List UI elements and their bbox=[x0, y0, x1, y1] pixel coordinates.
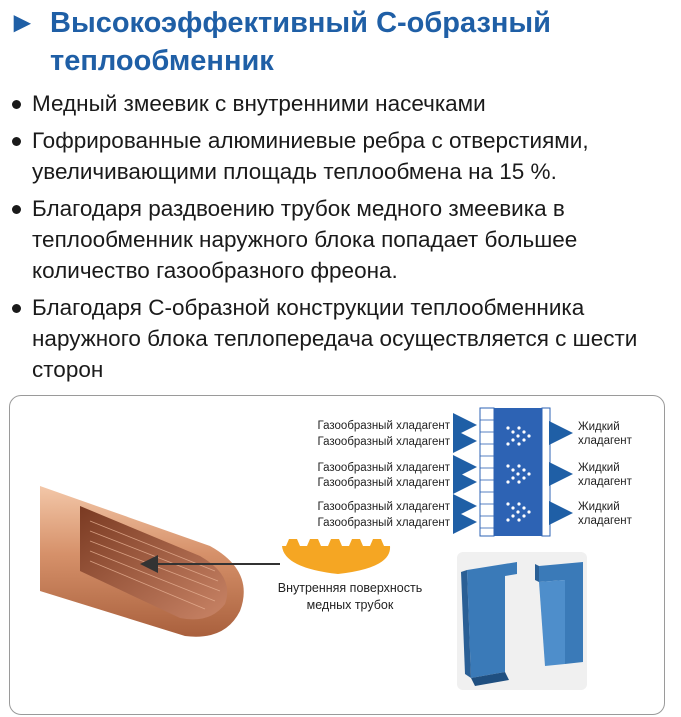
groove-profile-icon bbox=[282, 539, 390, 574]
copper-tube-image bbox=[40, 486, 244, 637]
outlet-label: Жидкий bbox=[578, 462, 620, 474]
outlet-arrows bbox=[552, 433, 570, 513]
list-item: Благодаря С-образной конструкции теплообменника наружного блока теплопередача осуществляется с шести сторон bbox=[8, 292, 673, 385]
inlet-label: Газообразный хладагент bbox=[317, 501, 450, 513]
aluminum-fins-image bbox=[457, 552, 587, 690]
tube-caption: Внутренняя поверхность медных трубок bbox=[277, 581, 423, 612]
inlet-label: Газообразный хладагент bbox=[317, 517, 450, 529]
inlet-label: Газообразный хладагент bbox=[317, 462, 450, 474]
title-line-2: теплообменник bbox=[50, 45, 274, 77]
bullet-dot-icon bbox=[12, 100, 21, 109]
list-item: Благодаря раздвоению трубок медного змеевика в теплообменник наружного блока попадает большее количество газообразного фреона. bbox=[8, 193, 673, 286]
outlet-label: хладагент bbox=[578, 476, 632, 488]
outlet-label: Жидкий bbox=[578, 501, 620, 513]
title-line-1: Высокоэффективный С-образный bbox=[50, 7, 552, 39]
bullet-dot-icon bbox=[12, 304, 21, 313]
list-item: Медный змеевик с внутренними насечками bbox=[8, 88, 673, 119]
inlet-arrows bbox=[454, 425, 474, 522]
inlet-label: Газообразный хладагент bbox=[317, 477, 450, 489]
outlet-label: Жидкий bbox=[578, 421, 620, 433]
bullet-dot-icon bbox=[12, 205, 21, 214]
inlet-label: Газообразный хладагент bbox=[317, 420, 450, 432]
outlet-label: хладагент bbox=[578, 435, 632, 447]
feature-list bbox=[8, 88, 673, 391]
bullet-dot-icon bbox=[12, 137, 21, 146]
list-item: Гофрированные алюминиевые ребра с отверстиями, увеличивающими площадь теплообмена на 15 %. bbox=[8, 125, 673, 187]
outlet-label: хладагент bbox=[578, 515, 632, 527]
diagram-panel bbox=[9, 395, 665, 715]
inlet-label: Газообразный хладагент bbox=[317, 436, 450, 448]
triangle-bullet-icon: ► bbox=[8, 7, 37, 39]
page-title bbox=[8, 4, 668, 80]
heat-exchanger-schematic bbox=[480, 408, 550, 536]
